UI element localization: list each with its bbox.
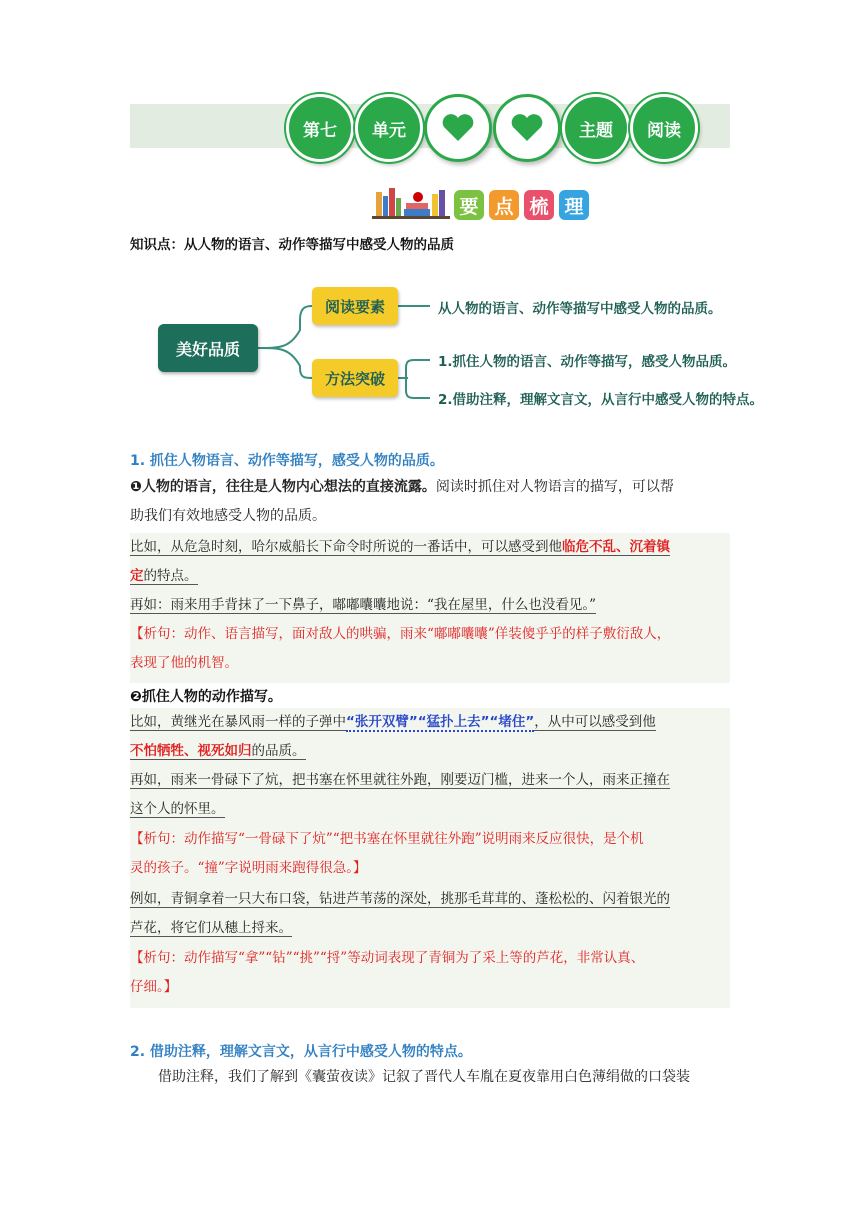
mindmap-node-method-text-1: 1.抓住人物的语言、动作等描写，感受人物品质。 <box>438 354 737 370</box>
example-4-line-b: 这个人的怀里。 <box>130 801 225 817</box>
example-2: 再如：雨来用手背抹了一下鼻子，嘟嘟囔囔地说：“我在屋里，什么也没看见。” <box>130 597 597 613</box>
banner-circle-2: 单元 <box>355 94 423 162</box>
heart-icon <box>441 113 475 143</box>
tile-shu: 梳 <box>524 190 554 220</box>
mindmap-node-reading: 阅读要素 <box>312 287 398 325</box>
banner-circle-1: 第七 <box>286 94 354 162</box>
key-points-header <box>370 182 596 222</box>
section-2-title: 2. 借助注释，理解文言文，从言行中感受人物的特点。 <box>130 1044 472 1060</box>
banner-circle-3: 主题 <box>562 94 630 162</box>
p2-bold: ❷抓住人物的动作描写。 <box>130 689 282 705</box>
mindmap-node-method-text-2: 2.借助注释，理解文言文，从言行中感受人物的特点。 <box>438 392 764 408</box>
p1-bold: ❶人物的语言，往往是人物内心想法的直接流露。 <box>130 479 436 495</box>
banner-circle-4: 阅读 <box>630 94 698 162</box>
example-5-line-a: 例如，青铜拿着一只大布口袋，钻进芦苇荡的深处，挑那毛茸茸的、蓬松松的、闪着银光的 <box>130 891 670 907</box>
note-2-line-a: 【析句：动作描写“一骨碌下了炕”“把书塞在怀里就往外跑”说明雨来反应很快，是个机 <box>130 831 644 847</box>
example-3-line-b: 不怕牺牲、视死如归的品质。 <box>130 743 306 759</box>
p1-rest-a: 阅读时抓住对人物语言的描写，可以帮 <box>435 479 674 495</box>
books-icon <box>370 182 452 222</box>
heart-circle-1 <box>424 94 492 162</box>
example-1-line-a: 比如，从危急时刻，哈尔威船长下命令时所说的一番话中，可以感受到他临危不乱、沉着镇 <box>130 539 670 555</box>
example-4-line-a: 再如，雨来一骨碌下了炕，把书塞在怀里就往外跑，刚要迈门槛，进来一个人，雨来正撞在 <box>130 772 670 788</box>
note-3-line-a: 【析句：动作描写“拿”“钻”“挑”“捋”等动词表现了青铜为了采上等的芦花，非常认真、 <box>130 950 645 966</box>
note-1-line-b: 表现了他的机智。 <box>130 655 238 671</box>
tile-li: 理 <box>559 190 589 220</box>
tile-dian: 点 <box>489 190 519 220</box>
p1-rest-b: 助我们有效地感受人物的品质。 <box>130 508 326 524</box>
knowledge-point: 知识点：从人物的语言、动作等描写中感受人物的品质 <box>130 237 454 253</box>
tile-yao: 要 <box>454 190 484 220</box>
mindmap-root: 美好品质 <box>158 324 258 372</box>
mindmap-node-method: 方法突破 <box>312 359 398 397</box>
example-1-line-b: 定的特点。 <box>130 568 198 584</box>
section-1-title: 1. 抓住人物语言、动作等描写，感受人物的品质。 <box>130 453 444 469</box>
section-2-paragraph-1: 借助注释，我们了解到《囊萤夜读》记叙了晋代人车胤在夏夜靠用白色薄绢做的口袋装 <box>158 1069 690 1085</box>
section-1-paragraph-1 <box>130 473 730 531</box>
note-1-line-a: 【析句：动作、语言描写，面对敌人的哄骗，雨来“嘟嘟囔囔”佯装傻乎乎的样子敷衍敌人， <box>130 626 671 642</box>
heart-circle-2 <box>493 94 561 162</box>
example-3-line-a: 比如，黄继光在暴风雨一样的子弹中“张开双臂”“猛扑上去”“堵住”，从中可以感受到他 <box>130 714 656 730</box>
heart-icon <box>510 113 544 143</box>
mindmap-node-reading-text: 从人物的语言、动作等描写中感受人物的品质。 <box>438 301 722 317</box>
note-3-line-b: 仔细。】 <box>130 979 178 995</box>
example-5-line-b: 芦花，将它们从穗上捋来。 <box>130 920 292 936</box>
note-2-line-b: 灵的孩子。“撞”字说明雨来跑得很急。】 <box>130 860 367 876</box>
